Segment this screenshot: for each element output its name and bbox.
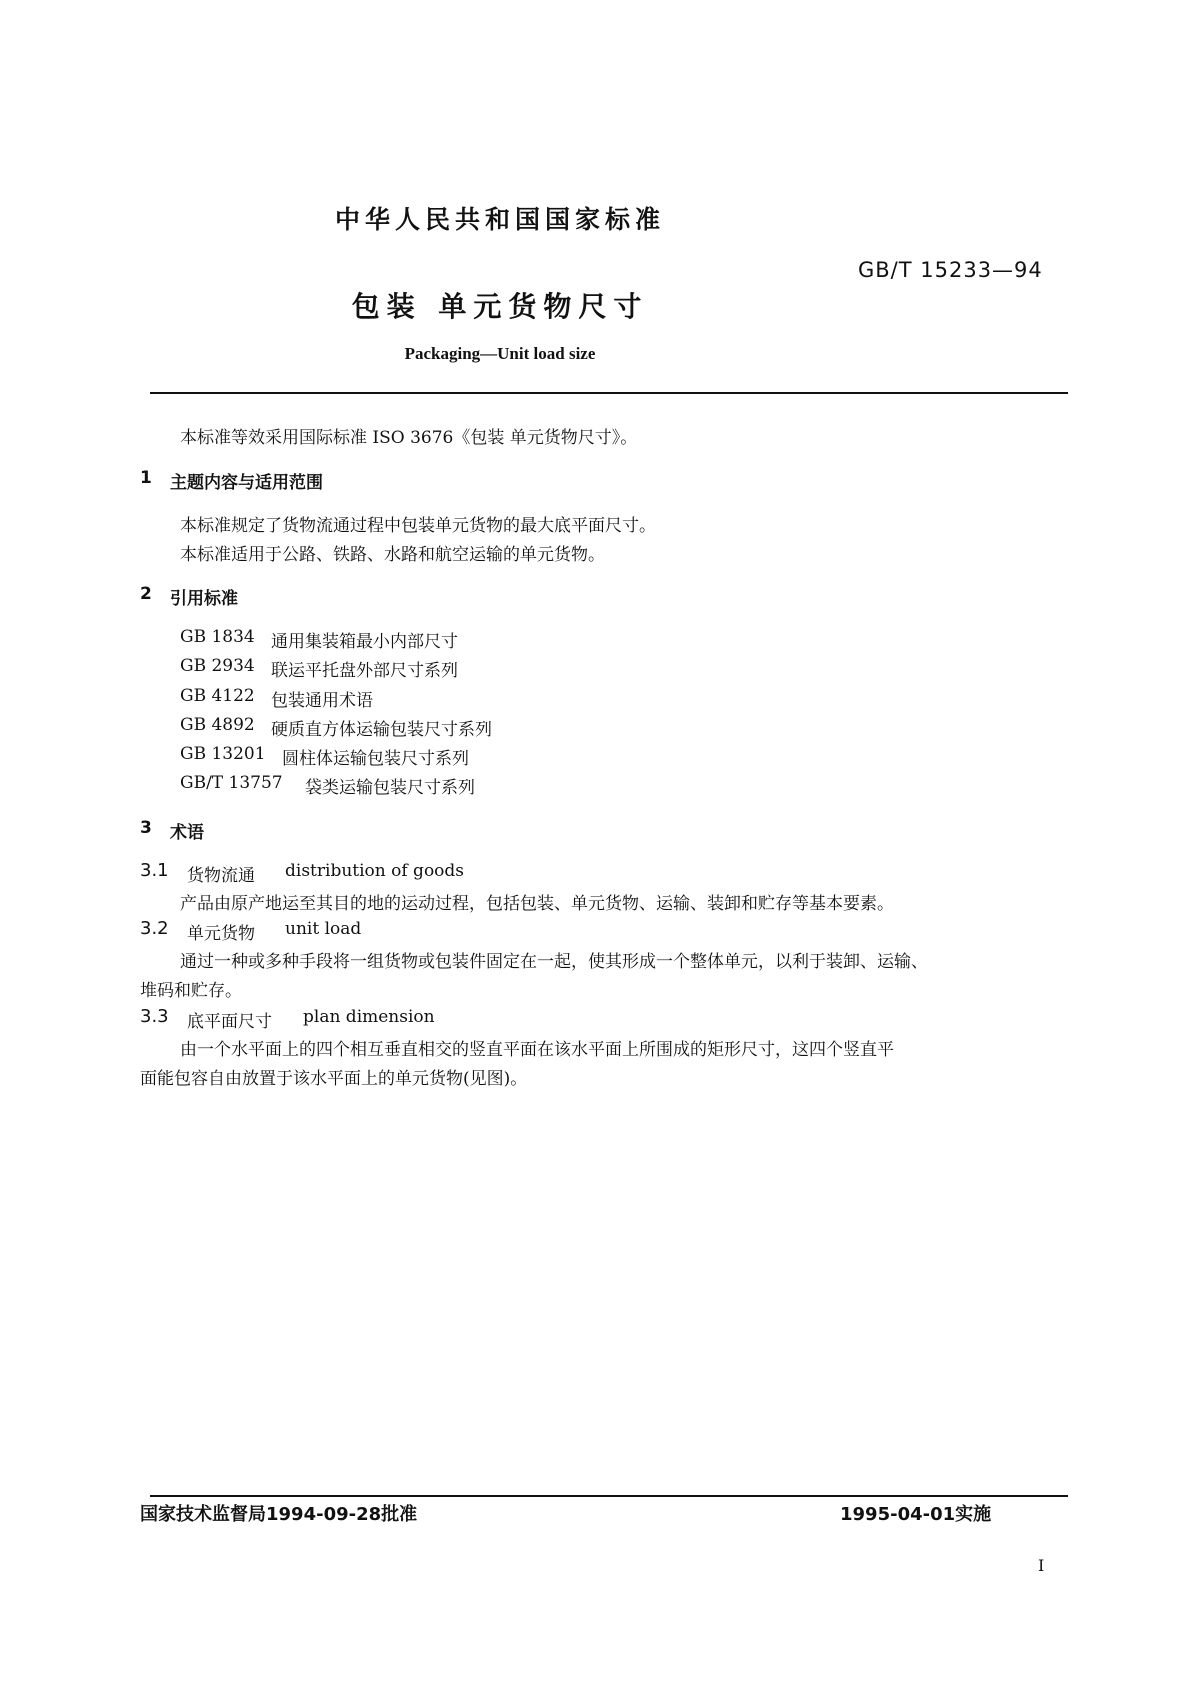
ref-name: 联运平托盘外部尺寸系列: [271, 661, 458, 681]
term-definition: 通过一种或多种手段将一组货物或包装件固定在一起，使其形成一个整体单元，以利于装卸、运输、: [180, 952, 928, 972]
ref-name: 硬质直方体运输包装尺寸系列: [271, 720, 492, 740]
section-1-paragraph-1: 本标准规定了货物流通过程中包装单元货物的最大底平面尺寸。: [180, 516, 656, 536]
section-3-number: 3: [140, 818, 152, 838]
ref-code: GB 1834: [180, 627, 255, 647]
term-cn: 货物流通: [187, 866, 255, 886]
standard-category-title: 中华人民共和国国家标准: [334, 205, 665, 234]
ref-code: GB 4892: [180, 715, 255, 735]
header-divider: [150, 392, 1068, 394]
term-number: 3.1: [140, 860, 169, 881]
term-en: distribution of goods: [285, 861, 465, 881]
term-cn: 底平面尺寸: [187, 1012, 272, 1032]
effective-date: 1995-04-01实施: [840, 1504, 992, 1525]
document-title-en: Packaging—Unit load size: [404, 344, 596, 363]
section-1-number: 1: [140, 468, 152, 488]
ref-code: GB/T 13757: [180, 773, 283, 793]
approval-date: 国家技术监督局1994-09-28批准: [140, 1504, 418, 1525]
term-definition: 产品由原产地运至其目的地的运动过程，包括包装、单元货物、运输、装卸和贮存等基本要素。: [180, 894, 894, 914]
term-definition: 面能包容自由放置于该水平面上的单元货物(见图)。: [140, 1069, 528, 1089]
section-2-title: 引用标准: [170, 589, 238, 609]
document-title-cn: 包装 单元货物尺寸: [351, 290, 649, 323]
term-en: unit load: [285, 919, 362, 939]
footer-divider: [150, 1495, 1068, 1497]
term-cn: 单元货物: [187, 924, 255, 944]
term-definition: 由一个水平面上的四个相互垂直相交的竖直平面在该水平面上所围成的矩形尺寸，这四个竖直平: [180, 1040, 894, 1060]
page-number: I: [1038, 1556, 1045, 1575]
term-number: 3.3: [140, 1006, 169, 1027]
ref-code: GB 13201: [180, 744, 266, 764]
ref-code: GB 2934: [180, 656, 255, 676]
section-3-title: 术语: [170, 823, 204, 843]
ref-name: 袋类运输包装尺寸系列: [305, 778, 475, 798]
term-en: plan dimension: [303, 1007, 435, 1027]
section-1-title: 主题内容与适用范围: [170, 473, 323, 493]
term-number: 3.2: [140, 918, 169, 939]
standard-code: GB/T 15233—94: [858, 258, 1043, 282]
ref-code: GB 4122: [180, 686, 255, 706]
ref-name: 通用集装箱最小内部尺寸: [271, 632, 458, 652]
section-1-paragraph-2: 本标准适用于公路、铁路、水路和航空运输的单元货物。: [180, 545, 605, 565]
ref-name: 圆柱体运输包装尺寸系列: [282, 749, 469, 769]
section-2-number: 2: [140, 584, 152, 604]
term-definition: 堆码和贮存。: [140, 981, 242, 1001]
ref-name: 包装通用术语: [271, 691, 373, 711]
intro-paragraph: 本标准等效采用国际标准 ISO 3676《包装 单元货物尺寸》。: [180, 428, 638, 448]
